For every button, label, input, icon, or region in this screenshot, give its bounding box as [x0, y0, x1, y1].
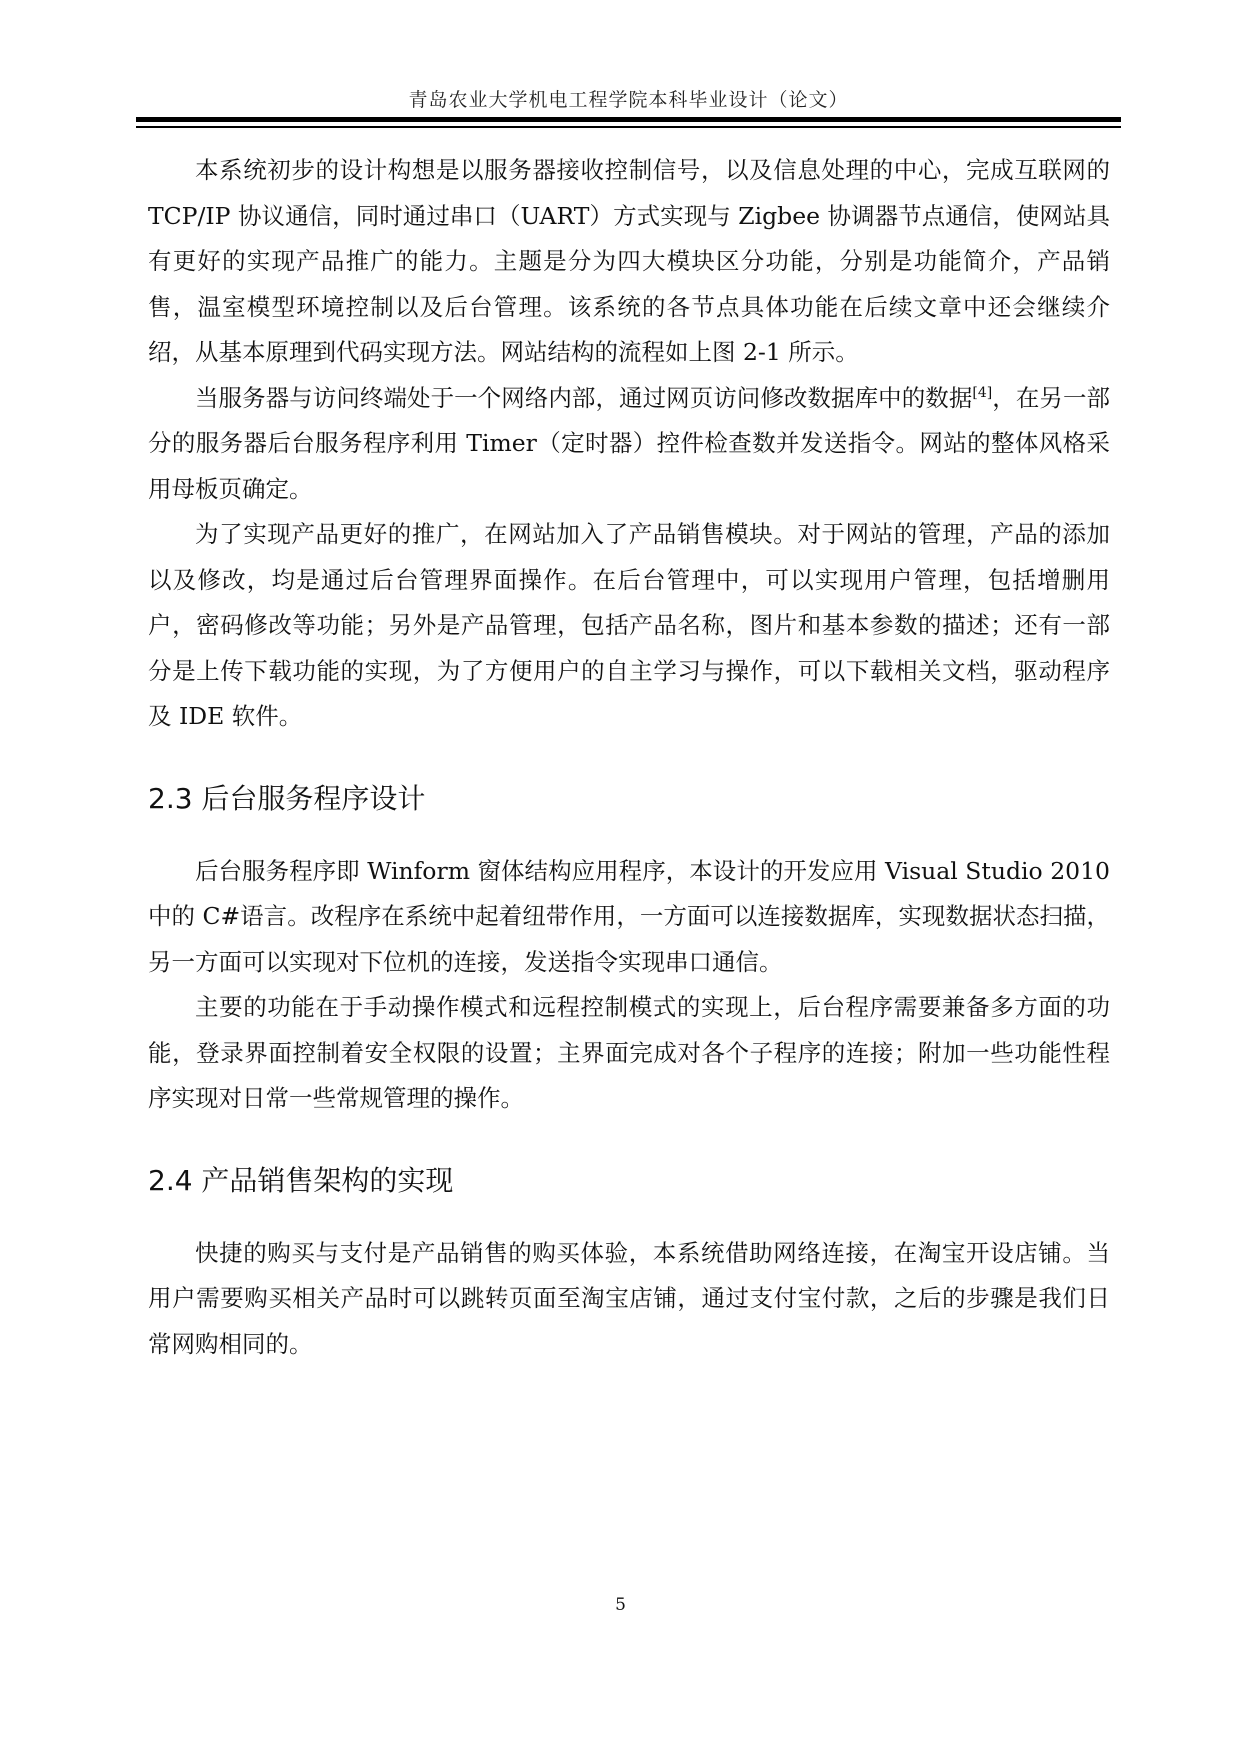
section-heading-2-3: 2.3 后台服务程序设计 [148, 781, 426, 815]
paragraph-product-promotion: 为了实现产品更好的推广，在网站加入了产品销售模块。对于网站的管理，产品的添加以及修改，均是通过后台管理界面操作。在后台管理中，可以实现用户管理，包括增删用户，密码修改等功能；另外是产品管理，包括产品名称，图片和基本参数的描述；还有一部分是上传下载功能的实现，为了方便用户的自主学习与操作，可以下载相关文档，驱动程序及 IDE 软件。 [148, 520, 1110, 730]
paragraph-text: ，在另一部分的服务器后台服务程序利用 Timer（定时器）控件检查数并发送指令。网站的整体风格采用母板页确定。 [148, 383, 1111, 503]
citation-ref: [4] [972, 384, 993, 401]
paragraph-server-terminal [148, 376, 1110, 513]
paragraph-main-functions: 主要的功能在于手动操作模式和远程控制模式的实现上，后台程序需要兼备多方面的功能，登录界面控制着安全权限的设置；主界面完成对各个子程序的连接；附加一些功能性程序实现对日常一些常规管理的操作。 [148, 993, 1110, 1112]
paragraph-text: 当服务器与访问终端处于一个网络内部，通过网页访问修改数据库中的数据 [195, 383, 973, 412]
running-header: 青岛农业大学机电工程学院本科毕业设计（论文） [408, 89, 849, 111]
section-heading-2-4: 2.4 产品销售架构的实现 [148, 1163, 454, 1197]
paragraph-system-design: 本系统初步的设计构想是以服务器接收控制信号，以及信息处理的中心，完成互联网的 TCP/IP 协议通信，同时通过串口（UART）方式实现与 Zigbee 协调器节点通信，使网站具有更好的实现产品推广的能力。主题是分为四大模块区分功能，分别是功能简介，产品销售，温室模型环境控制以及后台管理。该系统的各节点具体功能在后续文章中还会继续介绍，从基本原理到代码实现方法。网站结构的流程如上图 2-1 所示。 [148, 156, 1110, 366]
page-number: 5 [615, 1595, 626, 1615]
header-rule-thick [136, 117, 1121, 122]
paragraph-backend-program: 后台服务程序即 Winform 窗体结构应用程序，本设计的开发应用 Visual Studio 2010 中的 C#语言。改程序在系统中起着纽带作用，一方面可以连接数据库，实现数据状态扫描，另一方面可以实现对下位机的连接，发送指令实现串口通信。 [148, 856, 1110, 976]
page-body [148, 148, 1110, 1367]
paragraph-sales-architecture: 快捷的购买与支付是产品销售的购买体验，本系统借助网络连接，在淘宝开设店铺。当用户需要购买相关产品时可以跳转页面至淘宝店铺，通过支付宝付款，之后的步骤是我们日常网购相同的。 [148, 1238, 1110, 1358]
header-rule-thin [136, 126, 1121, 128]
